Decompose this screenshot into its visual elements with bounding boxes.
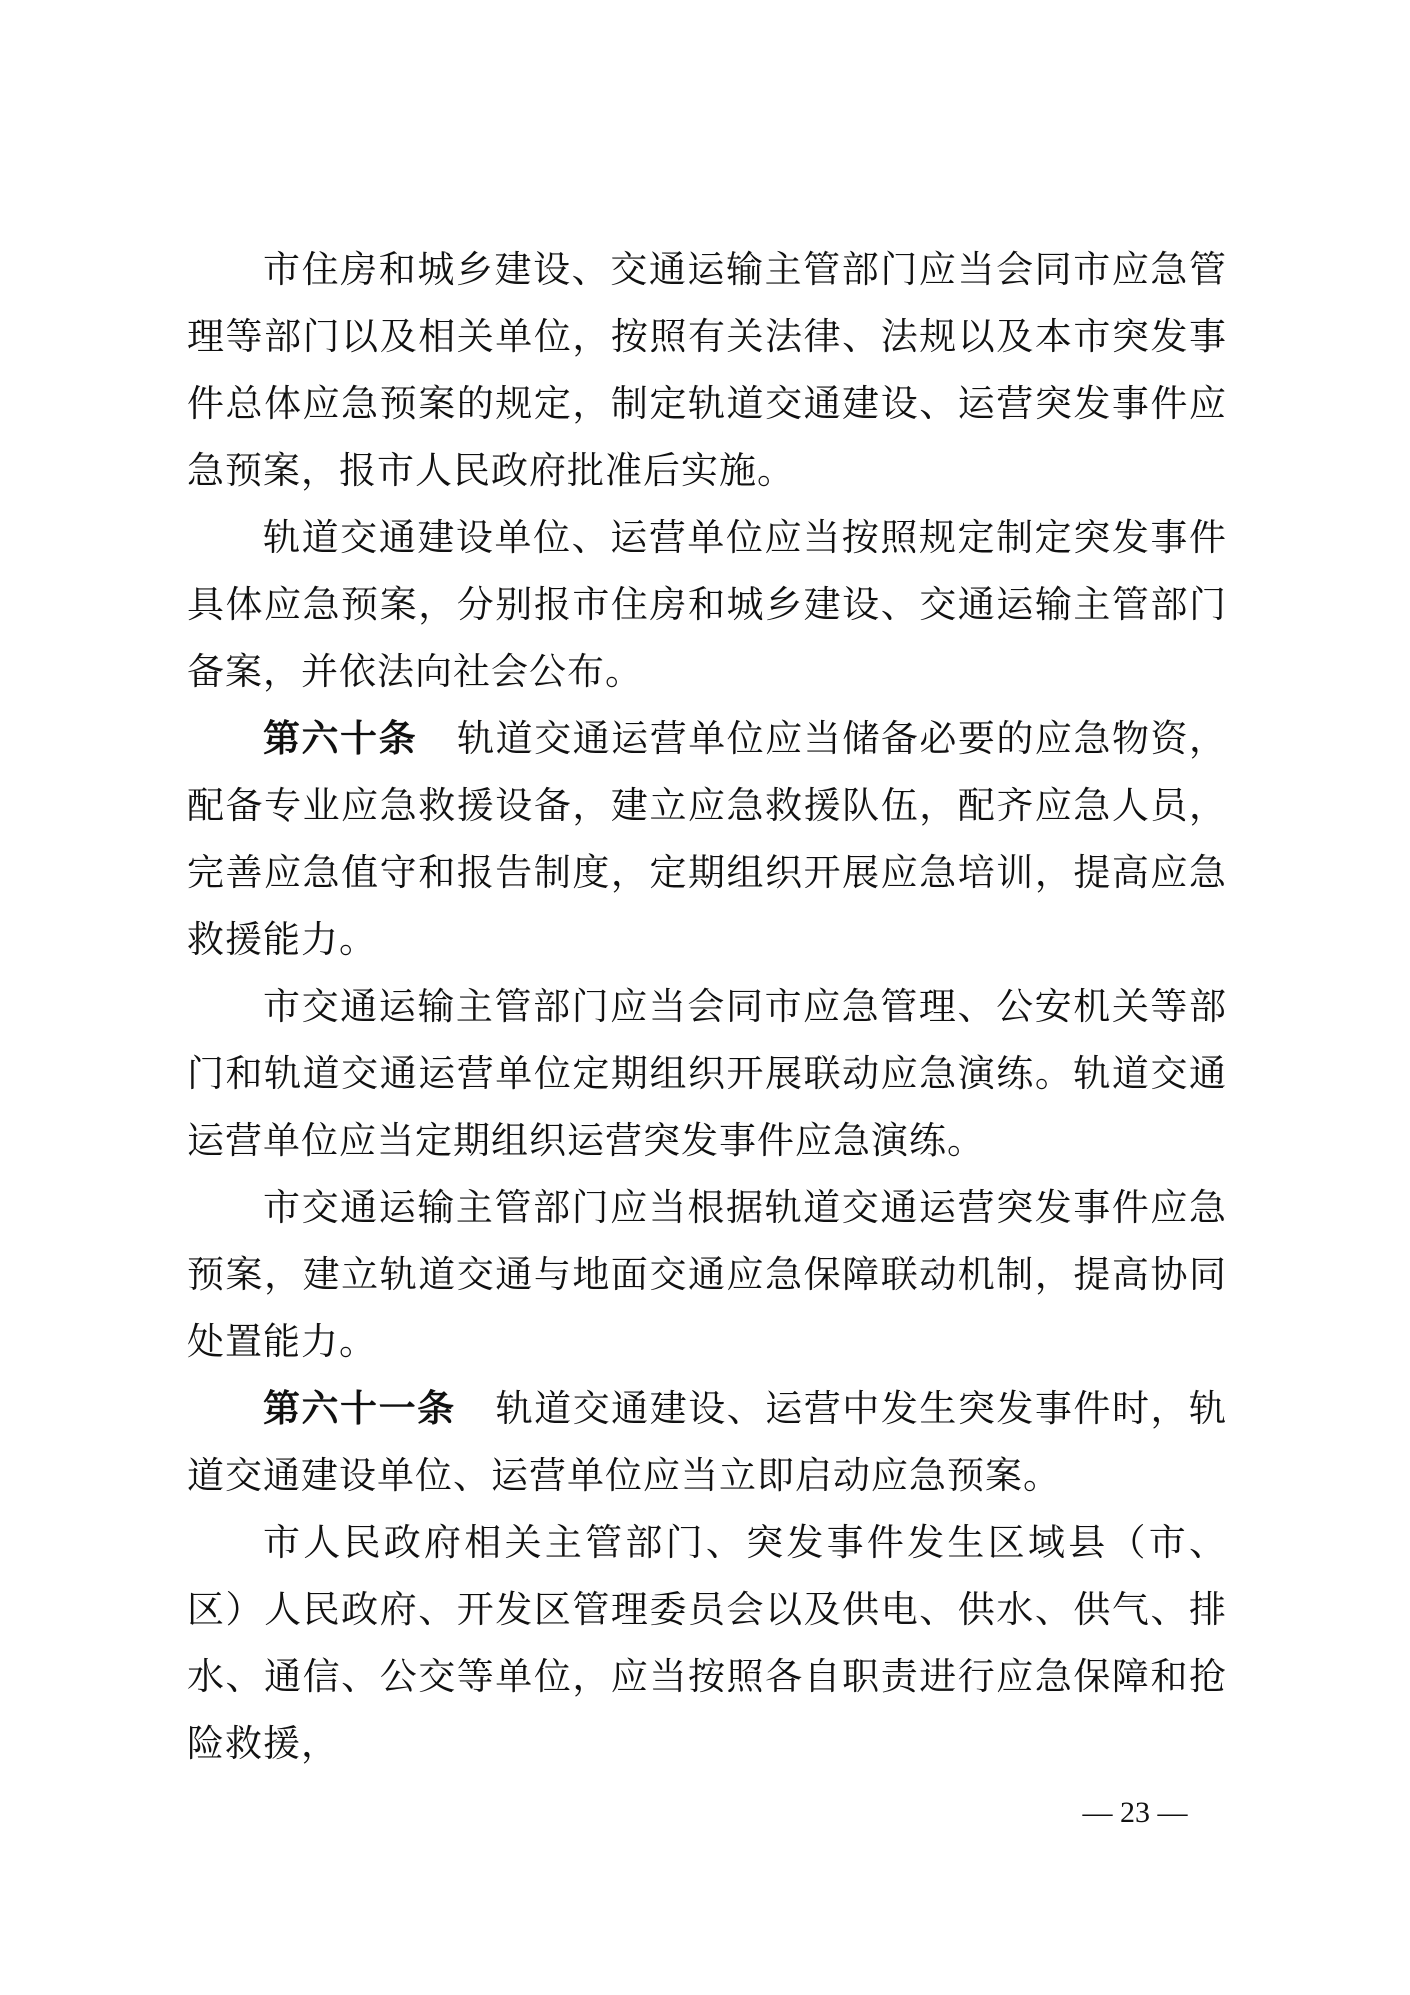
paragraph-text: 轨道交通运营单位应当储备必要的应急物资，配备专业应急救援设备，建立应急救援队伍，配齐应急人员，完善应急值守和报告制度，定期组织开展应急培训，提高应急救援能力。 xyxy=(187,717,1228,961)
article-number: 第六十条 xyxy=(263,717,418,760)
paragraph-5 xyxy=(187,1174,1227,1375)
paragraph-text: 市交通运输主管部门应当会同市应急管理、公安机关等部门和轨道交通运营单位定期组织开展联动应急演练。轨道交通运营单位应当定期组织运营突发事件应急演练。 xyxy=(187,985,1227,1162)
paragraph-text: 市交通运输主管部门应当根据轨道交通运营突发事件应急预案，建立轨道交通与地面交通应急保障联动机制，提高协同处置能力。 xyxy=(187,1186,1227,1363)
paragraph-4 xyxy=(187,973,1227,1174)
article-61 xyxy=(187,1375,1227,1509)
article-60 xyxy=(187,705,1227,973)
paragraph-2 xyxy=(187,504,1227,705)
paragraph-text: 市人民政府相关主管部门、突发事件发生区域县（市、区）人民政府、开发区管理委员会以及供电、供水、供气、排水、通信、公交等单位，应当按照各自职责进行应急保障和抢险救援， xyxy=(187,1521,1227,1765)
body-text xyxy=(187,236,1227,1777)
paragraph-text: 轨道交通建设单位、运营单位应当按照规定制定突发事件具体应急预案，分别报市住房和城乡建设、交通运输主管部门备案，并依法向社会公布。 xyxy=(187,516,1227,693)
paragraph-text: 市住房和城乡建设、交通运输主管部门应当会同市应急管理等部门以及相关单位，按照有关法律、法规以及本市突发事件总体应急预案的规定，制定轨道交通建设、运营突发事件应急预案，报市人民政府批准后实施。 xyxy=(187,248,1227,492)
paragraph-7 xyxy=(187,1509,1227,1777)
page-number: — 23 — xyxy=(1082,1796,1188,1829)
paragraph-1 xyxy=(187,236,1227,504)
paragraph-text: 轨道交通建设、运营中发生突发事件时，轨道交通建设单位、运营单位应当立即启动应急预案。 xyxy=(187,1387,1227,1497)
article-number: 第六十一条 xyxy=(263,1387,456,1430)
